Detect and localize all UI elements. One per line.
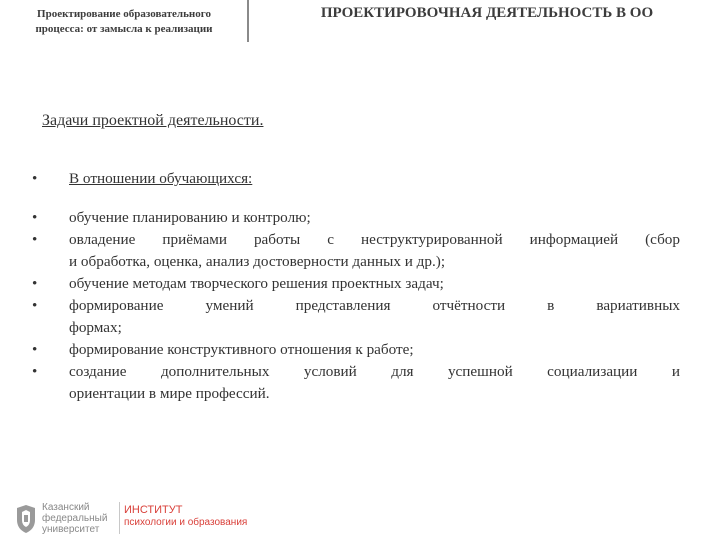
institute-line-2: психологии и образования — [124, 517, 248, 528]
bullet: • — [32, 363, 38, 380]
list-item-line: овладение приёмами работы с неструктурированной информацией (сбор — [69, 231, 680, 248]
list-item-text — [69, 295, 680, 339]
list-item — [30, 229, 680, 273]
list-item — [30, 207, 680, 229]
task-items — [30, 207, 680, 405]
list-item-text — [69, 339, 680, 361]
university-name — [42, 502, 107, 535]
tasks-list — [30, 168, 680, 405]
footer-divider — [119, 502, 120, 534]
subheading-text: В отношении обучающихся: — [69, 170, 253, 187]
list-item-text — [69, 361, 680, 405]
list-item — [30, 339, 680, 361]
bullet: • — [32, 341, 38, 358]
subtitle-line-2: процесса: от замысла к реализации — [35, 23, 213, 35]
list-item — [30, 361, 680, 405]
university-logo — [14, 500, 252, 536]
institute-name — [124, 504, 247, 529]
bullet: • — [32, 209, 38, 226]
bullet: • — [32, 170, 38, 187]
list-item-line: и обработка, оценка, анализ достоверности данных и др.); — [69, 253, 446, 270]
university-line: университет — [42, 524, 100, 535]
list-item — [30, 273, 680, 295]
list-item-line: формах; — [69, 319, 122, 336]
university-line: Казанский — [42, 502, 90, 513]
list-item-line: обучение планированию и контролю; — [69, 209, 311, 226]
slide-title: ПРОЕКТИРОВОЧНАЯ ДЕЯТЕЛЬНОСТЬ В ОО — [320, 5, 654, 21]
presentation-subtitle — [4, 7, 244, 37]
institute-line-1: ИНСТИТУТ — [124, 504, 183, 516]
list-item-line: формирование умений представления отчётности в вариативных — [69, 297, 680, 314]
list-item-line: формирование конструктивного отношения к работе; — [69, 341, 414, 358]
university-line: федеральный — [42, 513, 108, 524]
list-item-line: обучение методам творческого решения проектных задач; — [69, 275, 444, 292]
subtitle-line-1: Проектирование образовательного — [37, 8, 211, 20]
bullet: • — [32, 231, 38, 248]
list-subheading — [30, 168, 680, 190]
list-item-text — [69, 273, 680, 295]
bullet: • — [32, 297, 38, 314]
bullet: • — [32, 275, 38, 292]
list-item — [30, 295, 680, 339]
list-item-text — [69, 229, 680, 273]
section-heading: Задачи проектной деятельности. — [42, 112, 264, 129]
kfu-emblem-icon — [14, 504, 38, 534]
list-item-line: создание дополнительных условий для успешной социализации и — [69, 363, 680, 380]
header-divider — [247, 0, 249, 42]
list-item-line: ориентации в мире профессий. — [69, 385, 270, 402]
list-item-text — [69, 207, 680, 229]
